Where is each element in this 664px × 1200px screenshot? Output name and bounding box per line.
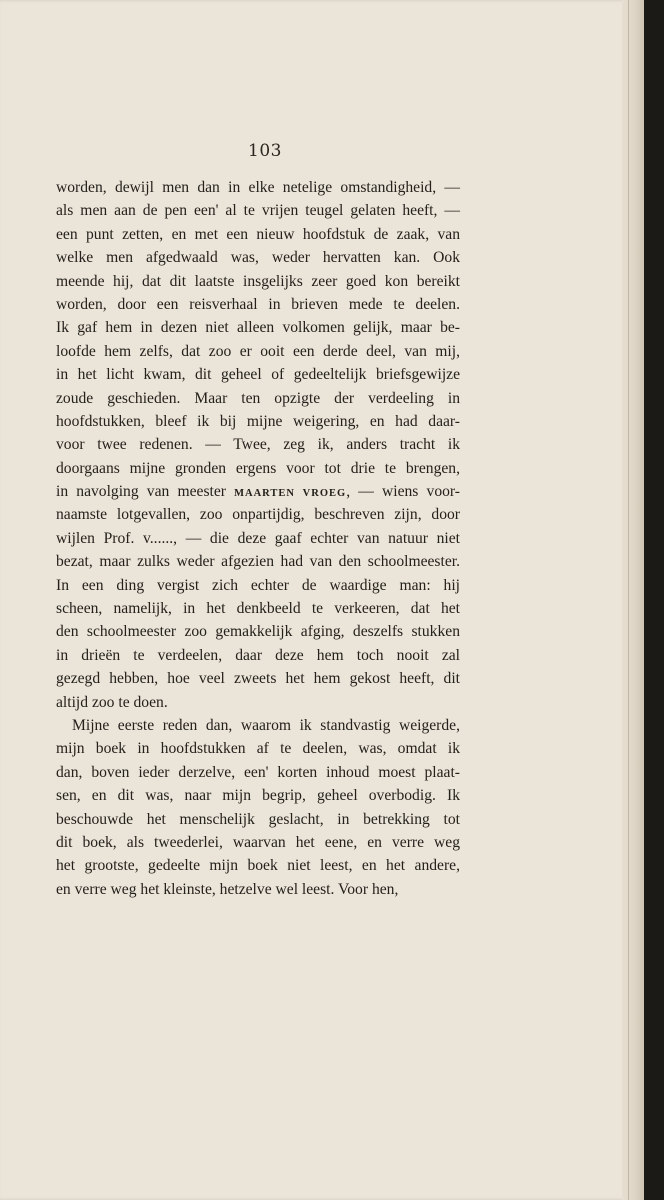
text-line: in het licht kwam, dit geheel of gedeeltelijk briefsgewijze <box>56 366 460 384</box>
text-line: bezat, maar zulks weder afgezien had van den schoolmeester. <box>56 553 460 571</box>
text-line: en verre weg het kleinste, hetzelve wel leest. Voor hen, <box>56 880 399 898</box>
text-line: Mijne eerste reden dan, waarom ik standvastig weigerde, <box>72 716 460 734</box>
text-line: wijlen Prof. v......, — die deze gaaf echter van natuur niet <box>56 529 460 547</box>
page-edge-line <box>628 0 629 1200</box>
text-line <box>56 480 460 503</box>
text-line: hoofdstukken, bleef ik bij mijne weigering, en had daar- <box>56 412 460 430</box>
text-line: doorgaans mijne gronden ergens voor tot drie te brengen, <box>56 459 460 477</box>
text-segment: , — wiens voor- <box>346 483 460 501</box>
text-line: worden, door een reisverhaal in brieven mede te deelen. <box>56 295 460 313</box>
text-line: zoude geschieden. Maar ten opzigte der verdeeling in <box>56 389 460 407</box>
text-line: altijd zoo te doen. <box>56 693 168 711</box>
text-line: Ik gaf hem in dezen niet alleen volkomen gelijk, maar be- <box>56 319 460 337</box>
text-line: meende hij, dat dit laatste insgelijks zeer goed kon bereikt <box>56 272 460 290</box>
text-line: worden, dewijl men dan in elke netelige omstandigheid, — <box>56 179 460 196</box>
text-line: dan, boven ieder derzelve, een' korten inhoud moest plaat- <box>56 763 460 781</box>
text-line: naamste lotgevallen, zoo onpartijdig, beschreven zijn, door <box>56 506 460 524</box>
text-line: beschouwde het menschelijk geslacht, in betrekking tot <box>56 810 460 828</box>
text-line: mijn boek in hoofdstukken af te deelen, was, omdat ik <box>56 740 460 758</box>
text-line: sen, en dit was, naar mijn begrip, geheel overbodig. Ik <box>56 787 460 805</box>
text-line: scheen, namelijk, in het denkbeeld te verkeeren, dat het <box>56 600 460 618</box>
text-line: het grootste, gedeelte mijn boek niet leest, en het andere, <box>56 857 460 875</box>
text-line: als men aan de pen een' al te vrijen teugel gelaten heeft, — <box>56 202 460 220</box>
text-line: dit boek, als tweederlei, waarvan het eene, en verre weg <box>56 833 460 851</box>
text-line: een punt zetten, en met een nieuw hoofdstuk de zaak, van <box>56 225 460 243</box>
text-line: gezegd hebben, hoe veel zweets het hem gekost heeft, dit <box>56 670 460 688</box>
paragraph <box>56 714 460 901</box>
text-segment: in navolging van meester <box>56 483 235 501</box>
paragraph <box>56 176 460 714</box>
text-line: in drieën te verdeelen, daar deze hem toch nooit zal <box>56 646 460 664</box>
text-line: loofde hem zelfs, dat zoo er ooit een derde deel, van mij, <box>56 342 460 360</box>
page-edge <box>622 0 644 1200</box>
text-line: voor twee redenen. — Twee, zeg ik, anders tracht ik <box>56 436 460 454</box>
page-number: 103 <box>248 141 282 161</box>
text-line: welke men afgedwaald was, weder hervatten kan. Ook <box>56 249 460 267</box>
text-line: den schoolmeester zoo gemakkelijk afging, deszelfs stukken <box>56 623 460 641</box>
name-smallcaps: MAARTEN VROEG <box>234 488 347 500</box>
text-line: In een ding vergist zich echter de waardige man: hij <box>56 576 460 594</box>
body-text <box>56 176 460 901</box>
